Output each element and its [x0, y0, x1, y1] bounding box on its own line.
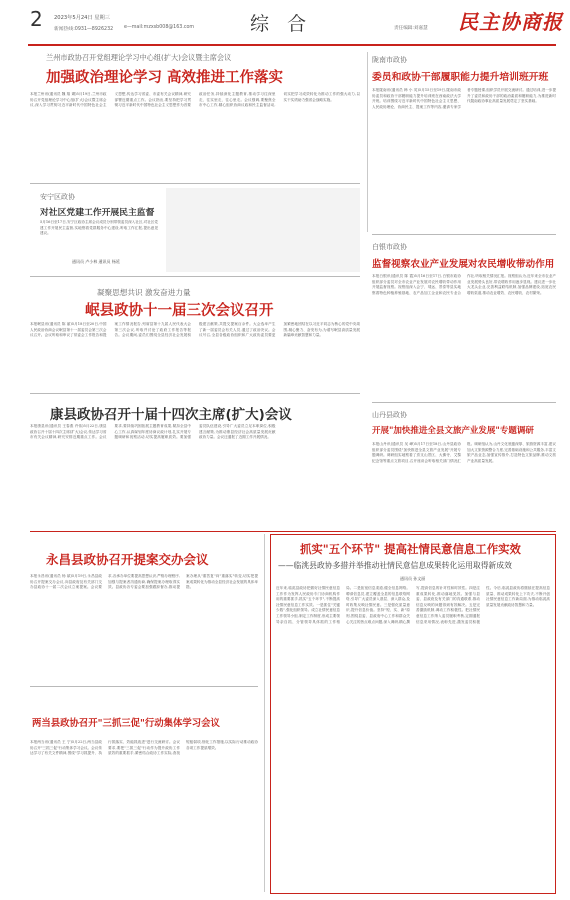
minxian-body: 本报岷县讯(通讯员 陈 丽)5月18日至20日,中国人民政治协商会议岷县第十一届委员会第三次会议召开。会议听取和审议了常委会工作报告和提案工作情况报告,列席县第十九届人民代表大会第三次会议,听取并讨论了政府工作报告等报告。会议期间,委员们围绕全县经济社会发展积极建言献策,共提交提案百余件。大会选举产生了新一届委员会有关人员,通过了政治决议。会议号召,全县各级政协组织和广大政协委员要更加紧密地团结在以习近平同志为核心的党中央周围,凝心聚力、奋发有为,为谱写岷县高质量发展新篇章贡献智慧和力量。	[30, 322, 360, 338]
minxian-divider	[30, 276, 360, 277]
feature-headline: 抓实"五个环节" 提高社情民意信息工作实效	[300, 542, 521, 556]
anning-headline: 对社区党建工作开展民主监督	[40, 208, 155, 218]
kangxian-divider	[30, 393, 360, 394]
liangdang-body: 本报两当讯(通讯员 王 宁)5月22日,两当县政协召开"三抓三促"行动集体学习会议。会议传达学习了有关文件精神,围绕"学习抓提升、执行抓落实、效能抓改进"进行交流研讨。会议要求,要把"三抓三促"行动作为提升政协工作质效的重要抓手,紧密结合政协工作实际,查找短板弱项,细化工作措施,以实际行动推动政协各项工作提质增效。	[30, 740, 258, 756]
longnan-headline: 委员和政协干部履职能力提升培训班开班	[372, 72, 549, 83]
anning-body: 5月16日至17日,安宁区政协主席会议成员分别带领委员深入社区,对社区党建工作开展民主监督,实地察看党群服务中心建设,听取工作汇报,提出意见建议。	[40, 220, 158, 236]
baiyin-headline: 监督视察农业产业发展对农民增收带动作用	[372, 259, 555, 270]
column-divider-2	[264, 534, 265, 892]
baiyin-divider	[372, 234, 556, 235]
news-hotline: 新闻热线:0931—8926232	[54, 27, 114, 32]
baiyin-kicker: 白银市政协	[372, 243, 407, 251]
liangdang-headline: 两当县政协召开"三抓三促"行动集体学习会议	[32, 718, 220, 729]
lanzhou-kicker: 兰州市政协召开党组理论学习中心组(扩大)会议暨主席会议	[46, 53, 232, 62]
shandan-kicker: 山丹县政协	[372, 411, 407, 419]
shandan-body: 本报山丹讯(通讯员 吴 峰)5月17日至18日,山丹县政协组织部分委员围绕"加快推进全县文旅产业发展"开展专题调研。调研组实地察看了焉支山景区、大佛寺、艾黎纪念馆等重点文旅项目,召开座谈会听取相关部门情况汇报。调研组认为,山丹文化底蕴深厚、旅游资源丰富,建议加大文旅资源整合力度,完善基础设施和公共服务,丰富文旅产品业态,加强宣传推介,打造特色文旅品牌,推动文旅产业高质量发展。	[372, 442, 556, 463]
newspaper-logo: 民主协商报	[458, 10, 563, 34]
issue-date: 2023年5月24日 星期三	[54, 15, 110, 21]
shandan-divider	[372, 402, 556, 403]
minxian-headline: 岷县政协十一届三次会议召开	[85, 303, 274, 319]
section-title: 综 合	[250, 13, 309, 35]
masthead-divider	[28, 44, 556, 46]
feature-subhead: ——临洮县政协多措并举推动社情民意信息成果转化运用取得新成效	[278, 561, 512, 570]
yongchang-headline: 永昌县政协召开提案交办会议	[46, 552, 209, 567]
kangxian-headline: 康县政协召开十届十四次主席(扩大)会议	[50, 407, 292, 423]
anning-divider	[30, 183, 360, 184]
anning-byline: 通讯员 卢小林 通讯员 杨延	[72, 259, 120, 264]
anning-kicker: 安宁区政协	[40, 193, 75, 201]
feature-byline: 通讯员 孙文丽	[400, 576, 426, 581]
column-divider-1	[367, 52, 368, 232]
masthead	[28, 6, 563, 42]
baiyin-body: 本报白银讯(通讯员 陈 霞)5月16日至17日,白银市政协组织部分委员对全市农业产业发展对农民增收带动作用开展监督视察。视察组深入会宁、靖远、景泰等县实地察看特色种植养殖基地、农产品加工企业和农民专业合作社,听取相关情况汇报。视察组认为,近年来全市农业产业发展势头良好,带农增收作用逐步显现。建议进一步壮大龙头企业,完善利益联结机制,加强品牌建设,拓宽农民增收渠道,推动农业增效、农民增收、农村繁荣。	[372, 274, 556, 295]
page-number: 2	[30, 7, 43, 31]
longnan-kicker: 陇南市政协	[372, 56, 407, 64]
contact-email: e—mail:mzxsb008@163.com	[124, 25, 195, 30]
feature-body: 近年来,临洮县政协把做好社情民意信息工作作为发挥人民政协专门协商机构作用的重要抓手,抓实"五个环节",不断提高社情民意信息工作实效。一是抓住"关键少数",强化组织领导。成立社情民意信息工作领导小组,制定工作制度,形成主要领导亲自抓、分管领导具体抓的工作格局。二是拓宽信息渠道,健全信息网络。聘请信息员,建立覆盖全县的信息联络网络,引导广大委员深入基层、深入群众,及时收集反映社情民意。三是强化质量意识,提升信息价值。坚持"短、实、新"原则,围绕县委、县政府中心工作和群众关心关注的热点难点问题,深入调研,精心撰写,提高信息的针对性和时效性。四是注重成果转化,推动落地见效。加强与县委、县政府及有关部门的沟通联系,推动信息反映的问题得到有效解决。五是完善激励机制,调动工作积极性。把社情民意信息工作纳入委员履职考核,定期通报信息采用情况,表彰先进,激发委员积极性。今后,临洮县政协将继续在提高信息质量、推动成果转化上下功夫,不断开创社情民意信息工作新局面,为推动临洮高质量发展贡献政协智慧和力量。	[276, 586, 550, 624]
lanzhou-headline: 加强政治理论学习 高效推进工作落实	[46, 70, 284, 86]
liangdang-divider	[30, 686, 258, 687]
shandan-headline: 开展"加快推进全县文旅产业发展"专题调研	[372, 426, 534, 436]
yongchang-body: 本报永昌讯(通讯员 杨 斌)5月19日,永昌县政协召开提案交办会议,向县政府及有关部门交办县政协十一届二次会议立案提案。会议要求,各承办单位要提高思想认识,严格办理程序,加强与提案者沟通协商,确保提案办理取得实效。县政协各专委会要加强跟踪督办,推动提案办理从"重答复"向"重落实"转变,切实把提案成果转化为推动全县经济社会发展的具体举措。	[30, 574, 258, 590]
minxian-kicker: 凝聚思想共识 激发奋进力量	[97, 288, 191, 297]
longnan-body: 本报陇南讯(通讯员 韩 小 英)5月15日至19日,陇南市政协委员和政协干部履职能力提升培训班在西南政法大学开班。培训围绕习近平新时代中国特色社会主义思想、人民政协理论、协商民主、提案工作等内容,邀请专家学者专题授课,组织学员开展交流研讨。通过培训,进一步提升了委员和政协干部的政治素质和履职能力,为推进新时代陇南政协事业高质量发展奠定了坚实基础。	[372, 88, 556, 109]
kangxian-body: 本报康县讯(通讯员 王春燕 许伟)5月22日,康县政协召开十届十四次主席(扩大)会议,传达学习省市有关会议精神,研究安排近期重点工作。会议要求,要持续巩固拓展主题教育成果,紧扣全县中心工作,认真谋划年度协商议政计划,扎实开展专题调研和视察活动,切实提高履职质效。要加强委员队伍建设,引导广大委员立足本职岗位,积极建言献策,为推动康县经济社会高质量发展贡献政协力量。会议还通报了近期工作开展情况。	[30, 424, 276, 440]
lanzhou-body: 本报兰州讯(通讯员 魏 翔 瑚)5月19日,兰州市政协召开党组理论学习中心组(扩大)会议暨主席会议,深入学习贯彻习近平新时代中国特色社会主义思想,传达学习省委、市委有关会议精神,研究部署近期重点工作。会议指出,要坚持把学习贯彻习近平新时代中国特色社会主义思想作为首要政治任务,持续深化主题教育,推动学习往深里走、往实里走、往心里走。会议强调,要聚焦全市中心工作,精心组织协商议政和民主监督活动,切实把学习成效转化为推动工作的强大动力,以实干实绩助力强省会战略实施。	[30, 92, 360, 108]
lower-section-divider	[30, 531, 556, 532]
editor-credit: 责任编辑:刘嘉慧	[394, 26, 428, 31]
news-photo	[166, 188, 360, 272]
